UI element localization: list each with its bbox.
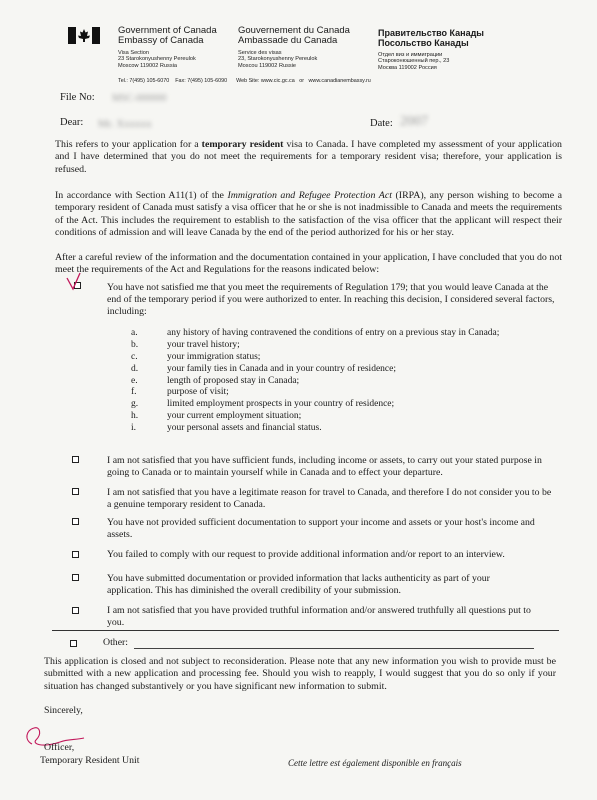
accordance-paragraph bbox=[55, 190, 562, 239]
factor-letter: f. bbox=[131, 387, 137, 398]
other-input-line[interactable] bbox=[134, 648, 534, 649]
header-russian bbox=[378, 28, 484, 48]
address-russian bbox=[378, 52, 449, 71]
factor-letter: c. bbox=[131, 351, 138, 362]
address-english-section: Visa Section bbox=[118, 50, 149, 56]
web-link-embassy[interactable]: www.canadianembassy.ru bbox=[308, 78, 371, 84]
officer-unit: Temporary Resident Unit bbox=[40, 755, 140, 766]
factors-list bbox=[131, 328, 551, 435]
address-russian-street: Староконюшенный пер., 23 bbox=[378, 58, 450, 65]
checkbox-reason-4[interactable] bbox=[72, 518, 79, 525]
header-english bbox=[118, 26, 217, 46]
reason-4-text: You have not provided sufficient documentation to support your income and assets or your host's income and assets. bbox=[107, 517, 535, 540]
factor-letter: e. bbox=[131, 375, 138, 386]
reason-6-text: You have submitted documentation or provided information that lacks authenticity as part of your application. This has diminished the overall credibility of your submission. bbox=[107, 573, 490, 596]
header-russian-line2: Посольство Канады bbox=[378, 38, 469, 48]
factor-letter: g. bbox=[131, 399, 139, 410]
factor-item bbox=[131, 340, 551, 352]
checkbox-reason-3[interactable] bbox=[72, 488, 79, 495]
reason-2-text: I am not satisfied that you have sufficient funds, including income or assets, to carry out your stated purpose in going to Canada or to maintain yourself while in Canada and to effect your departure. bbox=[107, 455, 542, 478]
header-french-line1: Gouvernement du Canada bbox=[238, 25, 350, 36]
checkbox-reason-2[interactable] bbox=[72, 456, 79, 463]
factor-letter: i. bbox=[131, 423, 137, 434]
reason-3-text: I am not satisfied that you have a legitimate reason for travel to Canada, and therefore I do not consider you to be a genuine temporary resident to Canada. bbox=[107, 487, 552, 510]
contact-line bbox=[118, 78, 371, 84]
factor-letter: h. bbox=[131, 411, 139, 422]
header-english-line2: Embassy of Canada bbox=[118, 35, 204, 46]
factor-text: your family ties in Canada and in your country of residence; bbox=[167, 363, 396, 374]
intro-text-start: This refers to your application for a bbox=[55, 139, 202, 150]
factor-text: length of proposed stay in Canada; bbox=[167, 375, 300, 386]
address-french-city: Moscou 119002 Russie bbox=[238, 62, 297, 69]
web-link-cic[interactable]: www.cic.gc.ca bbox=[260, 78, 295, 84]
date-label: Date: bbox=[370, 118, 393, 129]
address-french bbox=[238, 50, 317, 69]
factor-item bbox=[131, 352, 551, 364]
factor-item bbox=[131, 411, 551, 423]
factor-item bbox=[131, 387, 551, 399]
checkbox-reason-7[interactable] bbox=[72, 607, 79, 614]
intro-emphasis: temporary resident bbox=[201, 139, 284, 150]
file-number-label: File No: bbox=[60, 92, 95, 103]
reason-1-text: You have not satisfied me that you meet the requirements of Regulation 179; that you would leave Canada at the end of the temporary period if you were authorized to enter. In reaching this decision, I considered several factors, including: bbox=[107, 282, 555, 317]
factor-text: purpose of visit; bbox=[167, 387, 229, 398]
address-russian-section: Отдел виз и иммиграции bbox=[378, 52, 443, 58]
accordance-text-start: In accordance with Section A11(1) of the bbox=[55, 190, 228, 201]
address-english-street: 23 Starokonyushenny Pereulok bbox=[118, 56, 196, 63]
address-english-city: Moscow 119002 Russia bbox=[118, 62, 177, 69]
divider-line bbox=[52, 630, 559, 631]
dear-label: Dear: bbox=[60, 117, 84, 128]
address-english bbox=[118, 50, 196, 69]
header-french bbox=[238, 26, 350, 46]
closing-paragraph: This application is closed and not subject to reconsideration. Please note that any new information you wish to provide must be submitted with a new application and processing fee. Should you wish to reapply, I would suggest that you do so only if your situation has changed substantively or you have significant new information to submit. bbox=[44, 656, 556, 692]
header-french-line2: Ambassade du Canada bbox=[238, 35, 338, 46]
intro-text-end: visa to Canada. I have completed my assessment of your application and I have determined that you do not meet the requirements for a temporary resident visa; therefore, your application is refused. bbox=[55, 139, 562, 175]
factor-letter: b. bbox=[131, 339, 139, 350]
checkbox-reason-5[interactable] bbox=[72, 551, 79, 558]
address-french-street: 23, Starokonyushenny Pereulok bbox=[238, 56, 318, 63]
reason-7-text: I am not satisfied that you have provided truthful information and/or answered truthfully all questions put to you. bbox=[107, 605, 531, 628]
factor-item bbox=[131, 399, 551, 411]
other-label: Other: bbox=[103, 637, 129, 648]
factor-text: your immigration status; bbox=[167, 351, 261, 362]
header-russian-line1: Правительство Канады bbox=[378, 28, 484, 38]
factor-text: limited employment prospects in your country of residence; bbox=[167, 399, 395, 410]
french-availability-note: Cette lettre est également disponible en français bbox=[288, 758, 462, 768]
factor-item bbox=[131, 328, 551, 340]
reason-5-text: You failed to comply with our request to provide additional information and/or report to an interview. bbox=[107, 549, 505, 560]
tel-number: Tel.: 7(495) 105-6070 bbox=[118, 78, 170, 84]
web-label: Web Site: bbox=[236, 78, 260, 84]
factor-item bbox=[131, 364, 551, 376]
checkbox-reason-6[interactable] bbox=[72, 574, 79, 581]
factor-letter: a. bbox=[131, 328, 138, 338]
factor-item bbox=[131, 423, 551, 435]
act-title: Immigration and Refugee Protection Act bbox=[227, 190, 392, 201]
factor-text: your travel history; bbox=[167, 339, 240, 350]
factor-text: any history of having contravened the conditions of entry on a previous stay in Canada; bbox=[167, 328, 500, 338]
fax-number: Fax: 7(495) 105-6090 bbox=[175, 78, 228, 84]
accordance-text-end: (IRPA), any person wishing to become a temporary resident of Canada must satisfy a visa officer that he or she is not inadmissible to Canada and meets the requirements of the Act. This includes the requirement to establish to the satisfaction of the visa officer that the applicant will respect their conditions of admission and will leave Canada by the end of the period authorized for his or her stay. bbox=[55, 190, 563, 238]
intro-paragraph bbox=[55, 139, 562, 176]
officer-title: Officer, bbox=[44, 742, 75, 753]
factor-text: your personal assets and financial status. bbox=[167, 423, 322, 434]
address-russian-city: Москва 119002 Россия bbox=[378, 64, 437, 71]
header-english-line1: Government of Canada bbox=[118, 25, 217, 36]
date-value: 2007 bbox=[400, 114, 428, 129]
factor-text: your current employment situation; bbox=[167, 411, 302, 422]
checkbox-other[interactable] bbox=[70, 640, 77, 647]
sincerely-text: Sincerely, bbox=[44, 705, 83, 716]
factor-letter: d. bbox=[131, 363, 139, 374]
address-french-section: Service des visas bbox=[238, 50, 282, 56]
dear-recipient: Mr. Xxxxxx bbox=[98, 118, 152, 130]
review-paragraph: After a careful review of the information and the documentation contained in your application, I have concluded that you do not meet the requirements of the Act and Regulations for the reasons indicated below: bbox=[55, 252, 562, 276]
file-number-value: MSC-000000 bbox=[112, 93, 167, 104]
checkmark-icon bbox=[63, 271, 85, 293]
canada-flag-logo bbox=[68, 27, 100, 44]
web-or: or bbox=[299, 78, 305, 84]
factor-item bbox=[131, 376, 551, 388]
